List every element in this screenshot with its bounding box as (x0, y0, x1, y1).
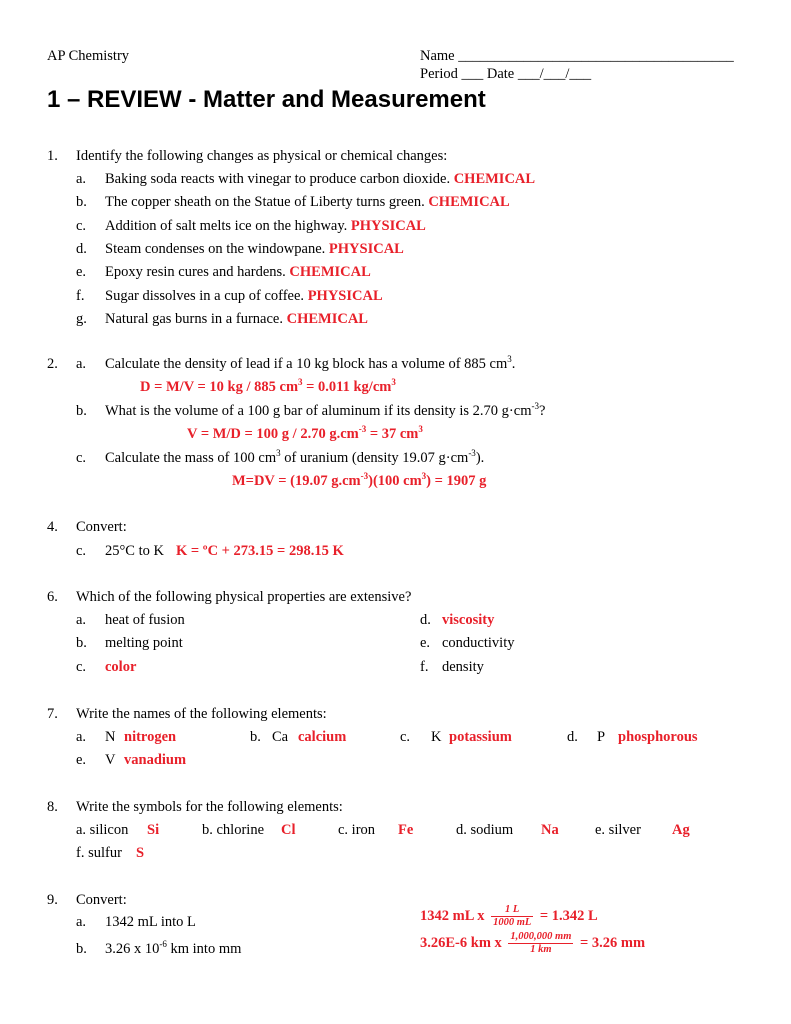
question-text-part: . (511, 356, 516, 372)
question-text (105, 356, 515, 373)
question-text-part: km into mm (166, 941, 242, 957)
answer-part: 1342 mL x (420, 907, 485, 924)
item-letter: a. (76, 914, 87, 930)
element-name: d. sodium (456, 822, 514, 838)
question-number: 9. (47, 892, 58, 908)
question-number: 7. (47, 706, 58, 722)
answer: PHYSICAL (328, 240, 404, 257)
superscript: -6 (159, 939, 167, 950)
question-number: 6. (47, 589, 58, 605)
answer-part: = 3.26 mm (580, 934, 646, 951)
list-item (105, 311, 368, 328)
item-letter: a. (76, 729, 87, 745)
item-letter: e. (420, 635, 431, 652)
answer: nitrogen (124, 729, 177, 745)
superscript: -3 (531, 401, 539, 412)
item-letter: b. (250, 729, 261, 745)
answer-part: ) = 1907 g (426, 473, 487, 489)
element-name: e. silver (595, 822, 641, 838)
item-text: Addition of salt melts ice on the highway. (105, 217, 348, 234)
fraction (491, 904, 533, 929)
element-name: b. chlorine (202, 822, 265, 838)
item-letter: d. (420, 612, 431, 628)
item-letter: a. (76, 171, 87, 187)
item-letter: b. (76, 194, 87, 211)
item-text: Natural gas burns in a furnace. (105, 310, 283, 327)
item-letter: c. (76, 543, 87, 559)
list-item (105, 218, 426, 235)
answer-part: 3.26E-6 km x (420, 934, 502, 951)
item-letter: c. (76, 450, 87, 466)
superscript: 3 (507, 354, 512, 365)
answer: Na (541, 822, 559, 838)
question-text-part: 3.26 x 10 (105, 941, 160, 957)
item-text: Steam condenses on the windowpane. (105, 240, 326, 257)
element-name: f. sulfur (76, 845, 122, 861)
answer (232, 473, 486, 490)
answer: Ag (672, 822, 690, 838)
fraction (508, 931, 573, 956)
question-text (105, 941, 241, 958)
question-prompt: Convert: (76, 892, 127, 908)
answer: Si (147, 822, 160, 838)
item-text: Epoxy resin cures and hardens. (105, 264, 286, 281)
answer-part: D = M/V = 10 kg / 885 cm (140, 379, 299, 395)
option-text: conductivity (442, 635, 515, 652)
element-symbol: K (431, 729, 442, 745)
answer: calcium (298, 729, 347, 745)
item-letter: e. (76, 264, 87, 281)
answer: K = ºC + 273.15 = 298.15 K (176, 543, 344, 559)
question-prompt: Which of the following physical properties are extensive? (76, 589, 412, 605)
question-text (105, 450, 484, 467)
answer-part: M=DV = (19.07 g.cm (232, 473, 361, 489)
superscript: -3 (468, 448, 476, 459)
item-letter: c. (76, 658, 87, 675)
course-label: AP Chemistry (47, 48, 130, 64)
answer: phosphorous (618, 729, 698, 745)
answer: Fe (398, 822, 414, 838)
question-number: 1. (47, 148, 58, 164)
item-letter: f. (76, 287, 85, 304)
answer-part: = 0.011 kg/cm (302, 379, 392, 395)
item-letter: c. (400, 729, 411, 745)
item-letter: a. (76, 612, 87, 628)
item-letter: c. (76, 217, 87, 234)
item-letter: e. (76, 752, 87, 768)
answer: CHEMICAL (453, 171, 536, 187)
question-text-part: What is the volume of a 100 g bar of aluminum if its density is 2.70 g·cm (105, 403, 532, 419)
question-prompt: Write the symbols for the following elements: (76, 799, 343, 815)
item-letter: b. (76, 635, 87, 652)
item-letter: d. (567, 729, 578, 745)
item-letter: d. (76, 240, 87, 257)
question-text-part: Calculate the mass of 100 cm (105, 450, 277, 466)
element-symbol: N (105, 729, 116, 745)
superscript: 3 (391, 377, 396, 388)
item-text: The copper sheath on the Statue of Liberty turns green. (105, 194, 425, 211)
superscript: 3 (276, 448, 281, 459)
superscript: 3 (421, 471, 427, 482)
list-item (105, 288, 383, 305)
question-prompt: Convert: (76, 519, 127, 535)
list-item (105, 171, 535, 188)
fraction-numerator: 1,000,000 mm (508, 931, 573, 944)
answer: PHYSICAL (307, 287, 383, 304)
superscript: -3 (360, 471, 369, 482)
answer: CHEMICAL (428, 194, 510, 211)
question-text (105, 403, 545, 420)
question-text-part: ). (475, 450, 485, 466)
question-prompt: Identify the following changes as physical or chemical changes: (76, 148, 448, 164)
item-text: Baking soda reacts with vinegar to produce carbon dioxide. (105, 171, 451, 187)
element-name: c. iron (338, 822, 376, 838)
page-title: 1 – REVIEW - Matter and Measurement (47, 86, 486, 113)
answer-part: = 1.342 L (539, 907, 598, 924)
question-text-part: ? (538, 403, 546, 419)
name-field[interactable]: Name ______________________________________ (420, 48, 734, 64)
question-text-part: of uranium (density 19.07 g·cm (280, 450, 469, 466)
fraction-denominator: 1 km (530, 944, 552, 956)
answer-part: = 37 cm (366, 426, 419, 442)
period-date-field[interactable]: Period ___ Date ___/___/___ (420, 66, 592, 82)
list-item (105, 241, 404, 258)
answer: Cl (281, 822, 296, 838)
option-text: melting point (105, 635, 183, 652)
option-text: heat of fusion (105, 612, 185, 628)
question-number: 2. (47, 356, 58, 372)
element-symbol: Ca (272, 729, 289, 745)
question-text: 25°C to K (105, 543, 164, 559)
item-text: Sugar dissolves in a cup of coffee. (105, 287, 305, 304)
answer-part: )(100 cm (368, 473, 422, 489)
fraction-numerator: 1 L (491, 904, 533, 917)
option-text: density (442, 658, 484, 675)
question-number: 4. (47, 519, 58, 535)
fraction-denominator: 1000 mL (493, 917, 532, 929)
answer (420, 904, 598, 929)
answer (420, 931, 645, 956)
question-text: 1342 mL into L (105, 914, 196, 930)
answer: CHEMICAL (286, 310, 368, 327)
item-letter: b. (76, 403, 87, 419)
answer: potassium (449, 729, 512, 745)
list-item (105, 194, 510, 211)
answer: viscosity (442, 612, 495, 628)
answer (187, 426, 423, 443)
answer: color (105, 658, 137, 675)
answer: PHYSICAL (350, 217, 426, 234)
item-letter: g. (76, 310, 87, 327)
item-letter: a. (76, 356, 87, 372)
answer: S (136, 845, 145, 861)
answer (140, 379, 396, 396)
superscript: 3 (298, 377, 303, 388)
list-item (105, 264, 371, 281)
answer-part: V = M/D = 100 g / 2.70 g.cm (187, 426, 359, 442)
question-number: 8. (47, 799, 58, 815)
element-symbol: P (597, 729, 606, 745)
element-symbol: V (105, 752, 116, 768)
question-prompt: Write the names of the following elements: (76, 706, 327, 722)
superscript: -3 (358, 424, 367, 435)
element-name: a. silicon (76, 822, 129, 838)
question-text-part: Calculate the density of lead if a 10 kg block has a volume of 885 cm (105, 356, 508, 372)
item-letter: b. (76, 941, 87, 957)
answer: CHEMICAL (289, 264, 371, 281)
superscript: 3 (418, 424, 423, 435)
answer: vanadium (124, 752, 187, 768)
item-letter: f. (420, 658, 429, 675)
